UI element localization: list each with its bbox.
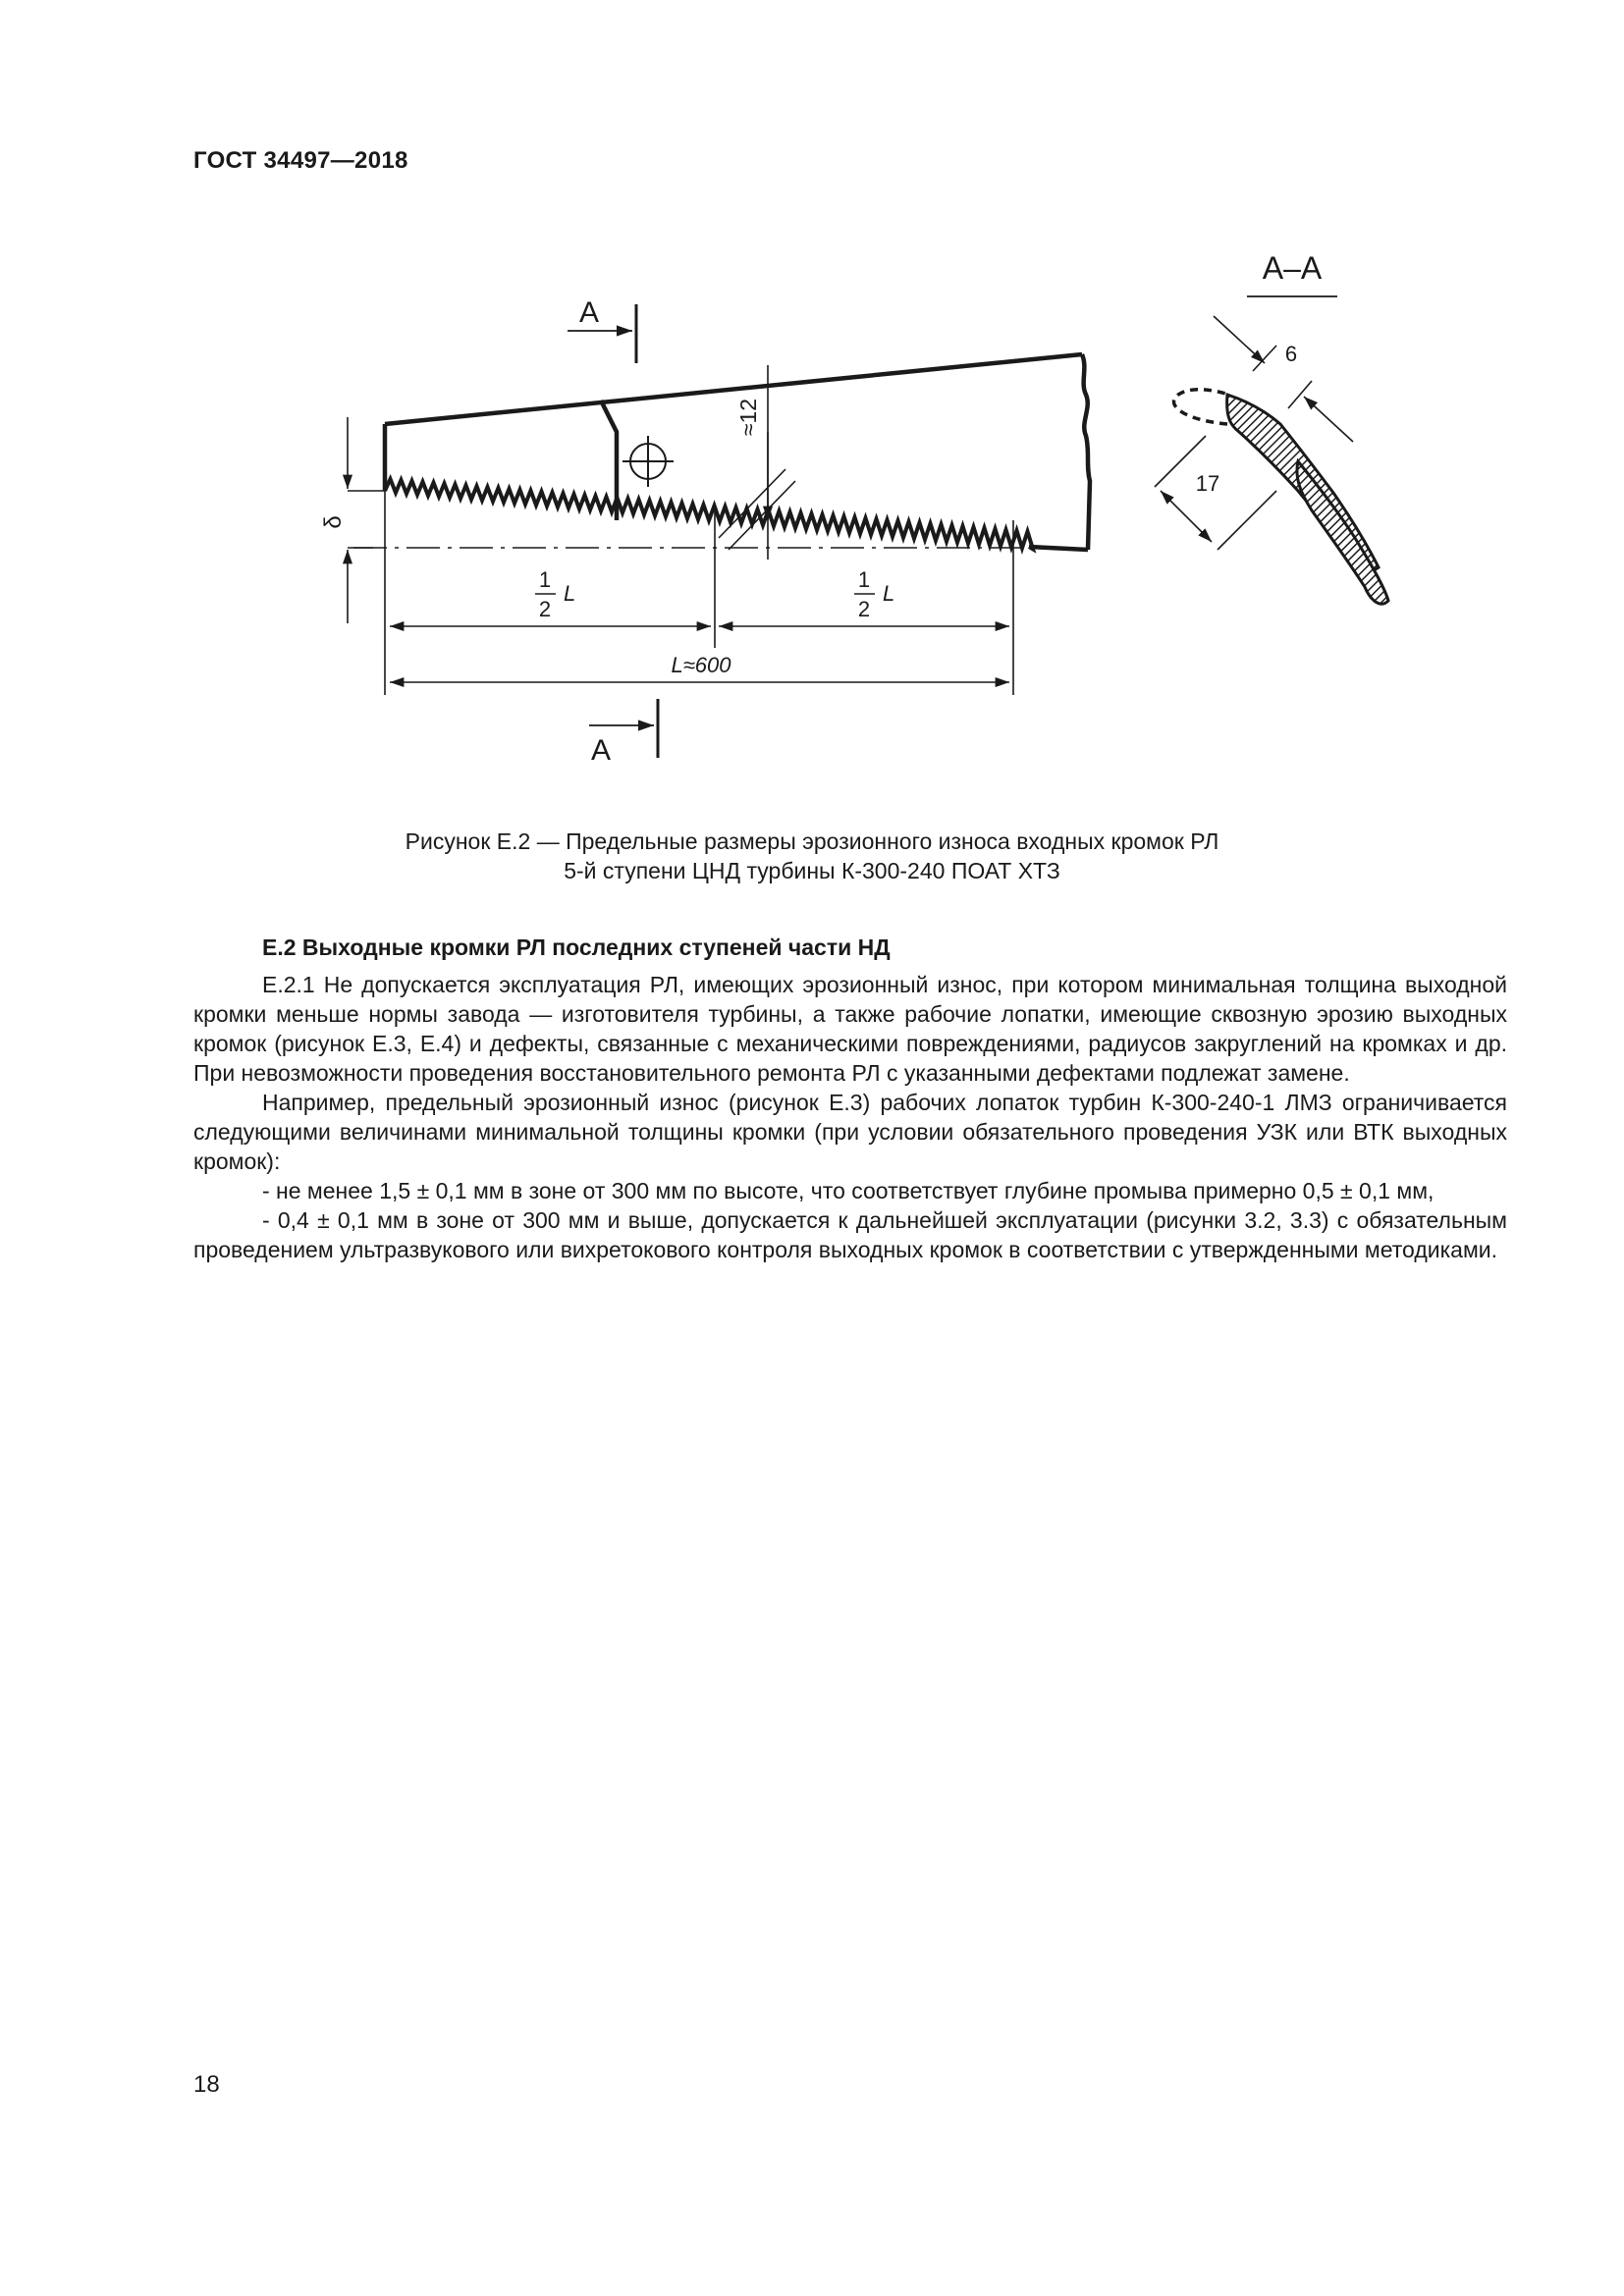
figure-blade-erosion-drawing [0, 0, 1624, 805]
figure-caption [295, 827, 1329, 885]
original-edge-contour [1173, 390, 1229, 424]
list-item: - 0,4 ± 0,1 мм в зоне от 300 мм и выше, допускается к дальнейшей эксплуатации (рисунки 3.2, 3.3) с обязательным проведением ультразвукового или вихретокового контроля выходных кромок в соответствии с утвержденными методиками. [193, 1207, 1507, 1262]
blade-hole-mark [623, 436, 674, 487]
svg-text:2: 2 [538, 597, 552, 621]
blade-outline [385, 354, 1090, 550]
dim-6-label: 6 [1284, 342, 1298, 366]
section-marker-bottom [589, 699, 658, 767]
half-L-left-label [535, 567, 575, 621]
section-body [193, 933, 1507, 1264]
blade-section-tail [1297, 461, 1388, 604]
list-item: - не менее 1,5 ± 0,1 мм в зоне от 300 мм по высоте, что соответствует глубине промыва примерно 0,5 ± 0,1 мм, [262, 1178, 1435, 1203]
dim-12-label: ≈12 [735, 398, 761, 437]
caption-line-1: Рисунок Е.2 — Предельные размеры эрозионного износа входных кромок РЛ [405, 828, 1219, 854]
section-view-title: А–А [1262, 250, 1323, 286]
svg-text:1: 1 [538, 567, 552, 592]
svg-text:А: А [590, 734, 612, 767]
svg-text:L: L [564, 581, 576, 606]
eroded-edge-serration [385, 479, 1033, 549]
dim-total-label: L≈600 [671, 653, 731, 677]
section-marker-top [568, 296, 636, 363]
dimension-12 [719, 432, 795, 550]
half-L-right-label [854, 567, 894, 621]
svg-text:А: А [578, 296, 600, 329]
dim-delta-label: δ [320, 515, 347, 529]
dim-17-label: 17 [1195, 471, 1220, 496]
svg-text:1: 1 [857, 567, 871, 592]
svg-text:2: 2 [857, 597, 871, 621]
section-heading: Е.2 Выходные кромки РЛ последних ступеней части НД [262, 934, 891, 960]
document-header: ГОСТ 34497—2018 [193, 147, 408, 174]
svg-text:L: L [883, 581, 895, 606]
caption-line-2: 5-й ступени ЦНД турбины К-300-240 ПОАТ ХТЗ [564, 858, 1060, 883]
dimension-delta [348, 417, 385, 623]
paragraph: Е.2.1 Не допускается эксплуатация РЛ, имеющих эрозионный износ, при котором минимальная толщина выходной кромки меньше нормы завода — изготовителя турбины, а также рабочие лопатки, имеющие сквозную эрозию выходных кромок (рисунок Е.3, Е.4) и дефекты, связанные с механическими повреждениями, радиусов закруглений на кромках и др. При невозможности проведения восстановительного ремонта РЛ с указанными дефектами подлежат замене. [193, 972, 1507, 1086]
page-number: 18 [193, 2071, 220, 2098]
paragraph: Например, предельный эрозионный износ (рисунок Е.3) рабочих лопаток турбин К-300-240-1 ЛМЗ ограничивается следующими величинами минимальной толщины кромки (при условии обязательного проведения УЗК или ВТК выходных кромок): [193, 1090, 1507, 1174]
